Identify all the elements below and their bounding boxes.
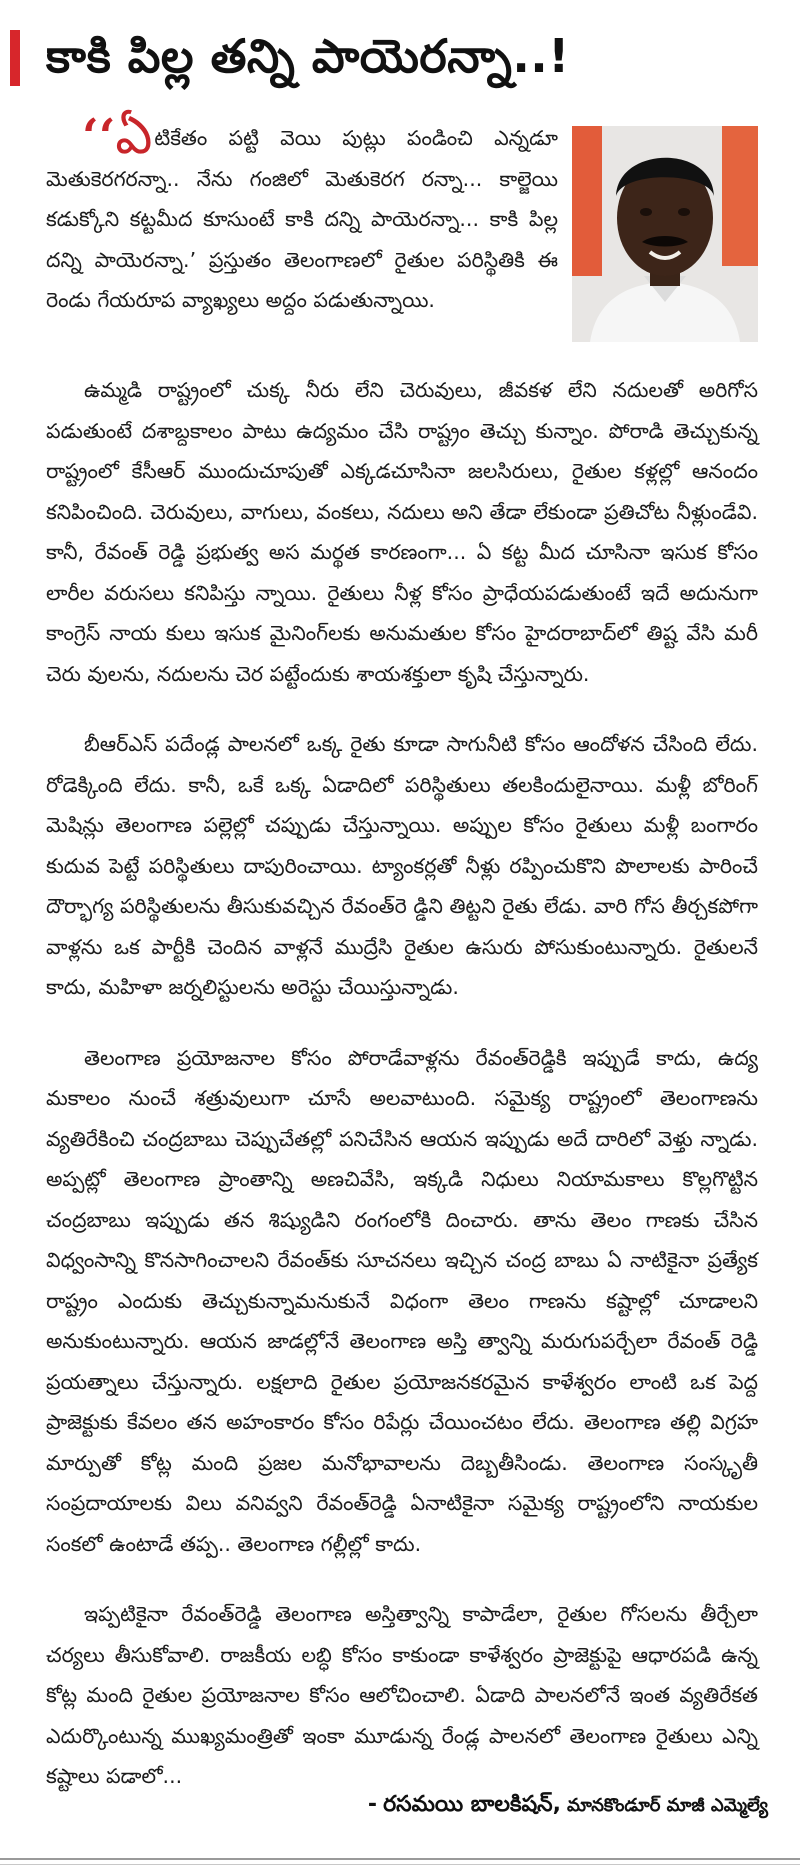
- author-name: రసమయి బాలకిషన్,: [383, 1792, 561, 1817]
- paragraph-2: బీఆర్ఎస్ పదేండ్ల పాలనలో ఒక్క రైతు కూడా సాగునీటి కోసం ఆందోళన చేసింది లేదు. రోడెక్కింది లేదు. కానీ, ఒకే ఒక్క ఏడాదిలో పరిస్థితులు తలకిందులైనాయి. మళ్లీ బోరింగ్ మెషిన్లు తెలంగాణ పల్లెల్లో చప్పుడు చేస్తున్నాయి. అప్పుల కోసం రైతులు మళ్లీ బంగారం కుదువ పెట్టే పరిస్థితులు దాపురించాయి. ట్యాంకర్లతో నీళ్లు రప్పించుకొని పొలాలకు పారించే దౌర్భాగ్య పరిస్థితులను తీసుకువచ్చిన రేవంత్‌రె డ్డిని తిట్టని రైతు లేడు. వారి గోస తీర్చకపోగా వాళ్లను ఒక పార్టీకి చెందిన వాళ్లనే ముద్రేసి రైతుల ఉసురు పోసుకుంటున్నారు. రైతులనే కాదు, మహిళా జర్నలిస్టులను అరెస్టు చేయిస్తున్నాడు.: [46, 732, 758, 999]
- title-accent-bar: [10, 30, 20, 86]
- paragraph-1: ఉమ్మడి రాష్ట్రంలో చుక్క నీరు లేని చెరువులు, జీవకళ లేని నదులతో అరిగోస పడుతుంటే దశాబ్దకాలం పాటు ఉద్యమం చేసి రాష్ట్రం తెచ్చు కున్నాం. పోరాడి తెచ్చుకున్న రాష్ట్రంలో కేసీఆర్ ముందుచూపుతో ఎక్కడచూసినా జలసిరులు, రైతుల కళ్లల్లో ఆనందం కనిపించింది. చెరువులు, వాగులు, వంకలు, నదులు అని తేడా లేకుండా ప్రతిచోట నీళ్లుండేవి. కానీ, రేవంత్ రెడ్డి ప్రభుత్వ అస మర్థత కారణంగా... ఏ కట్ట మీద చూసినా ఇసుక కోసం లారీల వరుసలు కనిపిస్తు న్నాయి. రైతులు నీళ్ల కోసం ప్రాధేయపడుతుంటే ఇదే అదునుగా కాంగ్రెస్ నాయ కులు ఇసుక మైనింగ్‌లకు అనుమతుల కోసం హైదరాబాద్‌లో తిష్ట వేసి మరీ చెరు వులను, నదులను చెర పట్టేందుకు శాయశక్తులా కృషి చేస్తున్నారు.: [46, 378, 758, 686]
- author-role: మానకొండూర్ మాజీ ఎమ్మెల్యే: [567, 1795, 768, 1816]
- paragraph-4: ఇప్పటికైనా రేవంత్‌రెడ్డి తెలంగాణ అస్తిత్వాన్ని కాపాడేలా, రైతుల గోసలను తీర్చేలా చర్యలు తీసుకోవాలి. రాజకీయ లబ్ధి కోసం కాకుండా కాళేశ్వరం ప్రాజెక్టుపై ఆధారపడి ఉన్న కోట్ల మంది రైతుల ప్రయోజనాల కోసం ఆలోచించాలి. ఏడాది పాలనలోనే ఇంత వ్యతిరేకత ఎదుర్కొంటున్న ముఖ్యమంత్రితో ఇంకా మూడున్న రేండ్ల పాలనలో తెలంగాణ రైతులు ఎన్ని కష్టాలు పడాలో...: [46, 1602, 758, 1788]
- bottom-divider: [0, 1858, 800, 1860]
- quote-mark: ‘‘: [82, 109, 116, 165]
- author-portrait-icon: [572, 126, 758, 342]
- lead-text: టికేతం పట్టి వెయి పుట్లు పండించి ఎన్నడూ మెతుకెరగరన్నా.. నేను గంజిలో మెతుకెరగ రన్నా... కాల్జెయి కడుక్కోని కట్టమీద కూసుంటే కాకి దన్ని పాయెరన్నా... కాకి పిల్ల దన్ని పాయెరన్నా.’ ప్రస్తుతం తెలంగాణలో రైతుల పరిస్థితికి ఈ రెండు గేయరూప వ్యాఖ్యలు అద్దం పడుతున్నాయి.: [46, 126, 558, 312]
- author-photo-image: [572, 126, 758, 342]
- dropcap: ఏ: [115, 106, 153, 166]
- article-body: [46, 106, 758, 1827]
- author-signature: [0, 1785, 768, 1826]
- lead-paragraph: [46, 106, 558, 321]
- signature-dash: -: [367, 1792, 378, 1817]
- paragraph-3: తెలంగాణ ప్రయోజనాల కోసం పోరాడేవాళ్లను రేవంత్‌రెడ్డికి ఇప్పుడే కాదు, ఉద్య మకాలం నుంచే శత్రువులుగా చూసే అలవాటుంది. సమైక్య రాష్ట్రంలో తెలంగాణను వ్యతిరేకించి చంద్రబాబు చెప్పుచేతల్లో పనిచేసిన ఆయన ఇప్పుడు అదే దారిలో వెళ్తు న్నాడు. అప్పట్లో తెలంగాణ ప్రాంతాన్ని అణచివేసి, ఇక్కడి నిధులు నియామకాలు కొల్లగొట్టిన చంద్రబాబు ఇప్పుడు తన శిష్యుడిని రంగంలోకి దించారు. తాను తెలం గాణకు చేసిన విధ్వంసాన్ని కొనసాగించాలని రేవంత్‌కు సూచనలు ఇచ్చిన చంద్ర బాబు ఏ నాటికైనా ప్రత్యేక రాష్ట్రం ఎందుకు తెచ్చుకున్నామనుకునే విధంగా తెలం గాణను కష్టాల్లో చూడాలని అనుకుంటున్నారు. ఆయన జాడల్లోనే తెలంగాణ అస్తి త్వాన్ని మరుగుపర్చేలా రేవంత్ రెడ్డి ప్రయత్నాలు చేస్తున్నారు. లక్షలాది రైతుల ప్రయోజనకరమైన కాళేశ్వరం లాంటి ఒక పెద్ద ప్రాజెక్టుకు కేవలం తన అహంకారం కోసం రిపేర్లు చేయించటం లేదు. తెలంగాణ తల్లి విగ్రహ మార్పుతో కోట్ల మంది ప్రజల మనోభావాలను దెబ్బతీసిండు. తెలంగాణ సంస్కృతీ సంప్రదాయాలకు విలు వనివ్వని రేవంత్‌రెడ్డి ఏనాటికైనా సమైక్య రాష్ట్రంలోని నాయకుల సంకలో ఉంటాడే తప్ప.. తెలంగాణ గల్లీల్లో కాదు.: [46, 1045, 758, 1556]
- title-bar: [0, 0, 800, 118]
- bottom-divider-secondary: [0, 1864, 800, 1865]
- article-title: కాకి పిల్ల తన్ని పాయెరన్నా..!: [46, 29, 570, 83]
- lead-section: [46, 106, 758, 340]
